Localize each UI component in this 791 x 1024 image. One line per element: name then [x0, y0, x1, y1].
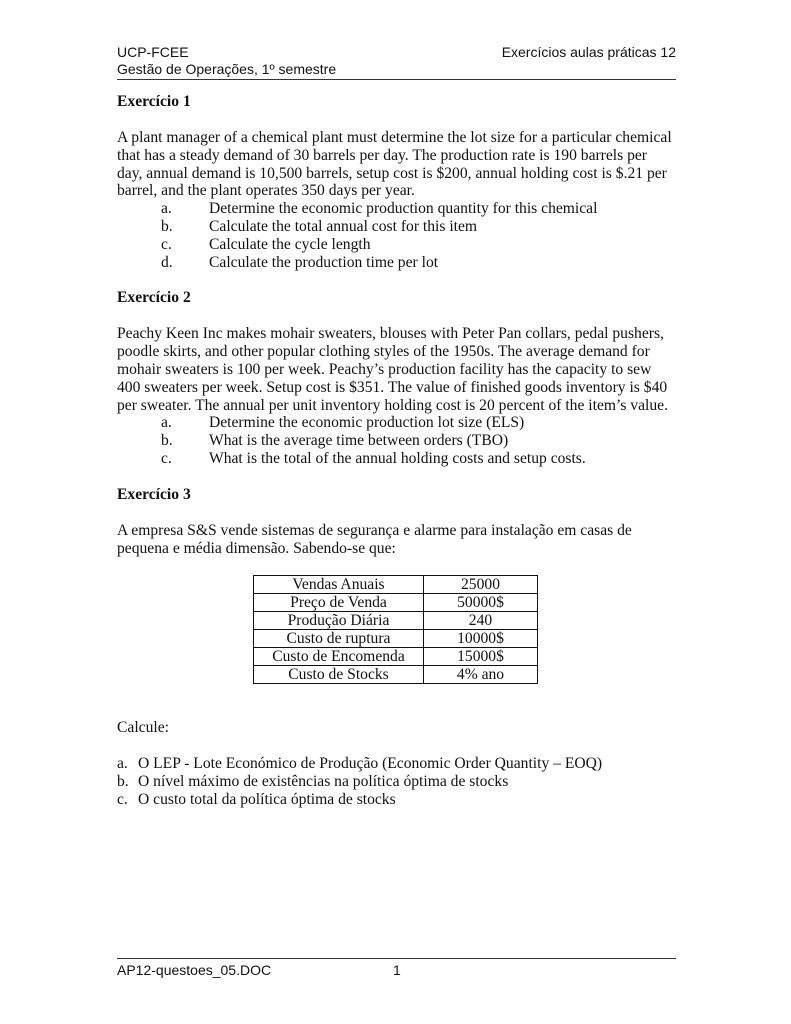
table-cell-label: Vendas Anuais [254, 576, 424, 594]
table-cell-label: Custo de Stocks [254, 666, 424, 684]
exercise-1-text: A plant manager of a chemical plant must determine the lot size for a particular chemical that has a steady demand of 30 barrels per day. The production rate is 190 barrels per day, annual demand is 10,500 barrels, setup cost is $200, annual holding cost is $.21 per barrel, and the plant operates 350 days per year. [117, 129, 672, 200]
list-text: O LEP - Lote Económico de Produção (Economic Order Quantity – EOQ) [138, 755, 603, 773]
list-text: Calculate the cycle length [209, 235, 371, 253]
list-item [117, 218, 676, 236]
exercise-3-questions [117, 755, 676, 808]
list-item [117, 450, 676, 468]
page-header [117, 44, 676, 78]
header-institution: UCP-FCEE [117, 44, 189, 60]
table-row [254, 648, 538, 666]
list-text: O nível máximo de existências na política óptima de stocks [138, 772, 509, 790]
table-cell-label: Produção Diária [254, 612, 424, 630]
data-table [253, 575, 538, 684]
list-item [117, 414, 676, 432]
list-text: Determine the economic production quantity for this chemical [209, 200, 598, 218]
calculate-label: Calcule: [117, 719, 169, 737]
list-text: What is the average time between orders (TBO) [209, 432, 509, 450]
table-cell-label: Custo de ruptura [254, 630, 424, 648]
table-cell-value: 240 [424, 612, 538, 630]
exercise-3-text: A empresa S&S vende sistemas de segurança e alarme para instalação em casas de pequena e média dimensão. Sabendo-se que: [117, 521, 632, 557]
table-cell-value: 10000$ [424, 630, 538, 648]
exercise-3-title: Exercício 3 [117, 485, 191, 503]
table-cell-value: 50000$ [424, 594, 538, 612]
list-item [117, 236, 676, 254]
page-footer [117, 962, 676, 979]
list-text: Calculate the production time per lot [209, 253, 439, 271]
table-row [254, 666, 538, 684]
list-marker: c. [117, 790, 128, 808]
page-body [117, 93, 676, 809]
list-item [117, 755, 676, 773]
table-row [254, 612, 538, 630]
list-item [117, 254, 676, 272]
header-divider [117, 79, 676, 80]
footer-filename: AP12-questoes_05.DOC [117, 962, 272, 978]
exercise-2-questions [117, 414, 676, 467]
footer-page-number: 1 [393, 962, 401, 978]
header-course: Gestão de Operações, 1º semestre [117, 61, 337, 77]
list-item [117, 791, 676, 809]
list-marker: a. [161, 200, 172, 218]
list-item [117, 773, 676, 791]
list-text: Determine the economic production lot size (ELS) [209, 414, 525, 432]
list-marker: d. [161, 253, 173, 271]
list-marker: a. [117, 755, 128, 773]
exercise-1-questions [117, 200, 676, 271]
table-cell-value: 4% ano [424, 666, 538, 684]
table-cell-value: 25000 [424, 576, 538, 594]
list-text: O custo total da política óptima de stocks [138, 790, 396, 808]
table-cell-label: Preço de Venda [254, 594, 424, 612]
list-marker: b. [117, 772, 129, 790]
data-table-wrapper [117, 575, 676, 684]
list-marker: c. [161, 235, 172, 253]
header-document-title: Exercícios aulas práticas 12 [501, 44, 676, 60]
list-marker: a. [161, 414, 172, 432]
table-cell-value: 15000$ [424, 648, 538, 666]
table-row [254, 594, 538, 612]
table-cell-label: Custo de Encomenda [254, 648, 424, 666]
list-item [117, 200, 676, 218]
exercise-2-text: Peachy Keen Inc makes mohair sweaters, blouses with Peter Pan collars, pedal pushers, poodle skirts, and other popular clothing styles of the 1950s. The average demand for mohair sweaters is 100 per week. Peachy’s production facility has the capacity to sew 400 sweaters per week. Setup cost is $351. The value of finished goods inventory is $40 per sweater. The annual per unit inventory holding cost is 20 percent of the item’s value. [117, 325, 668, 414]
table-row [254, 630, 538, 648]
table-row [254, 576, 538, 594]
list-text: Calculate the total annual cost for this item [209, 217, 478, 235]
exercise-1-title: Exercício 1 [117, 93, 191, 110]
list-marker: b. [161, 432, 173, 450]
list-item [117, 432, 676, 450]
list-marker: c. [161, 449, 172, 467]
footer-divider [117, 958, 676, 959]
list-marker: b. [161, 217, 173, 235]
list-text: What is the total of the annual holding costs and setup costs. [209, 449, 586, 467]
exercise-2-title: Exercício 2 [117, 289, 191, 307]
